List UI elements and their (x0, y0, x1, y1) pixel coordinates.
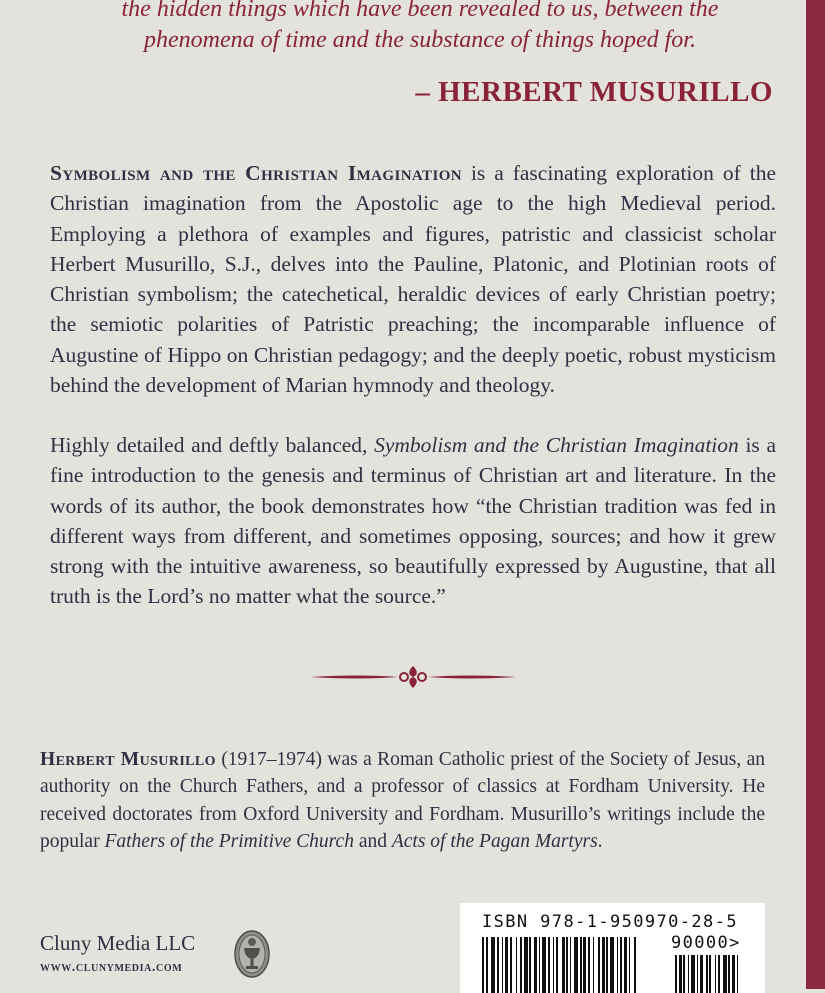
author-bio (40, 746, 765, 856)
epigraph-quote (70, 0, 770, 56)
description-p2-intro: Highly detailed and deftly balanced, (50, 433, 375, 457)
description-paragraph-1 (50, 158, 776, 400)
price-code: 90000> (671, 933, 741, 953)
barcode-panel (460, 903, 765, 993)
book-title-italic: Symbolism and the Christian Imagination (374, 433, 739, 457)
bio-book-2: Acts of the Pagan Martyrs (391, 831, 598, 853)
book-title-small-caps: Symbolism and the Christian Imagination (50, 161, 462, 185)
chalice-medallion-icon (233, 930, 271, 978)
quote-line-2: phenomena of time and the substance of things hoped for. (144, 27, 696, 53)
description-p1-body: is a fascinating exploration of the Christian imagination from the Apostolic age to the high Medieval period. Employing a plethora of examples and figures, patristic and classicist scholar Herbert Musurillo, S.J., delves into the Pauline, Platonic, and Plotinian roots of Christian symbolism; the catechetical, heraldic devices of early Christian poetry; the semiotic polarities of Patristic preaching; the incomparable influence of Augustine of Hippo on Christian pedagogy; and the deeply poetic, robust mysticism behind the development of Marian hymnody and theology. (50, 161, 776, 398)
barcode-main-icon (482, 937, 650, 993)
fleuron-ornament-icon (308, 662, 518, 692)
publisher-website: www.clunymedia.com (40, 960, 183, 975)
isbn-text: ISBN 978-1-950970-28-5 (482, 912, 738, 932)
quote-line-1: the hidden things which have been revealed to us, between the (121, 0, 719, 22)
publisher-name: Cluny Media LLC (40, 931, 196, 955)
bio-and: and (353, 831, 392, 853)
bio-book-1: Fathers of the Primitive Church (104, 831, 354, 853)
description-paragraph-2 (50, 430, 776, 612)
quote-attribution: – HERBERT MUSURILLO (415, 76, 773, 108)
spine-edge (806, 0, 825, 989)
bio-text: (1917–1974) was a Roman Catholic priest of the Society of Jesus, an authority on the Church Fathers, and a professor of classics at Fordham University. He received doctorates from Oxford University and Fordham. Musurillo’s writings include the popular (40, 749, 765, 853)
author-name: Herbert Musurillo (40, 749, 216, 770)
description-p2-body: is a fine introduction to the genesis and terminus of Christian art and literature. In the words of its author, the book demonstrates how “the Christian tradition was fed in different ways from different, and sometimes opposing, sources; and how it grew strong with the intuitive awareness, so beautifully expressed by Augustine, that all truth is the Lord’s no matter what the source.” (50, 433, 776, 609)
barcode-addon-icon (675, 955, 750, 993)
bio-end: . (597, 831, 603, 853)
